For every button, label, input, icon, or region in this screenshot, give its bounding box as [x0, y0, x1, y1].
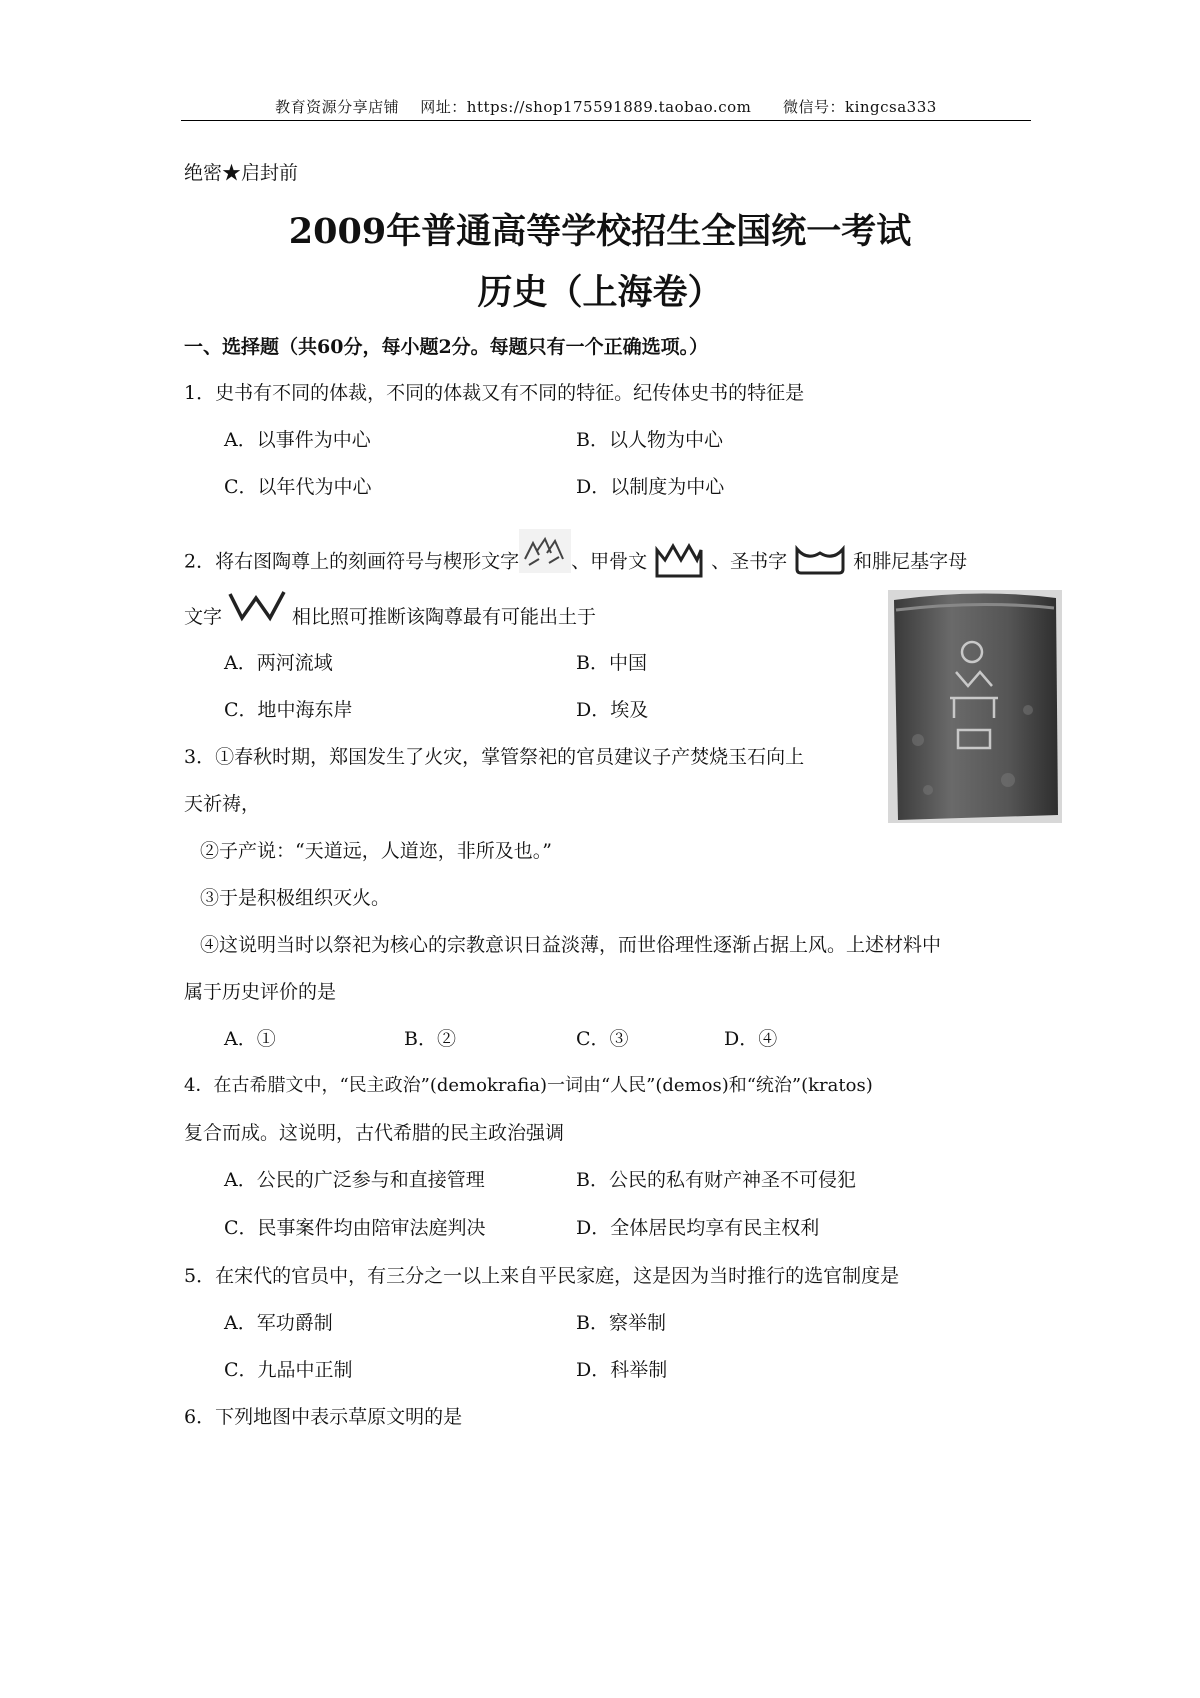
q2-text-4: 和腓尼基字母: [853, 550, 968, 573]
wechat-id: kingcsa333: [844, 98, 937, 116]
q2-text-3: 、圣书字: [711, 550, 788, 573]
q2-stem-line2: [184, 602, 596, 629]
q3-line6: 属于历史评价的是: [184, 981, 337, 1003]
shop-name: 教育资源分享店铺: [275, 98, 400, 116]
q6-stem: 6．下列地图中表示草原文明的是: [184, 1406, 463, 1428]
q1-option-d: D．以制度为中心: [576, 476, 725, 498]
q4-option-c: C．民事案件均由陪审法庭判决: [224, 1217, 486, 1239]
q2-text-1: 2．将右图陶尊上的刻画符号与楔形文字: [184, 550, 520, 573]
q1-option-b: B．以人物为中心: [576, 429, 723, 451]
q3-option-c: C．③: [576, 1028, 629, 1050]
wechat-label: 微信号：: [782, 98, 845, 116]
q2-option-a: A．两河流域: [224, 652, 333, 674]
q3-line5: ④这说明当时以祭祀为核心的宗教意识日益淡薄，而世俗理性逐渐占据上风。上述材料中: [200, 934, 942, 956]
site-label: 网址：: [420, 98, 467, 116]
q2-text-5: 文字: [184, 606, 223, 628]
q1-option-c: C．以年代为中心: [224, 476, 372, 498]
q5-option-c: C．九品中正制: [224, 1359, 353, 1381]
header-divider: [181, 120, 1031, 121]
q4-line1: 4．在古希腊文中，“民主政治”(demokrafia)一词由“人民”(demos)和“统治”(kratos): [184, 1075, 873, 1096]
page-header: [181, 96, 1031, 117]
q3-line3: ②子产说：“天道远，人道迩，非所及也。”: [200, 840, 552, 862]
q5-option-d: D．科举制: [576, 1359, 668, 1381]
q2-stem-line1: [184, 540, 967, 585]
q2-text-2: 、甲骨文: [571, 550, 648, 573]
q2-text-6: 相比照可推断该陶尊最有可能出土于: [292, 606, 597, 628]
q1-option-a: A．以事件为中心: [224, 429, 371, 451]
q5-option-a: A．军功爵制: [224, 1312, 333, 1334]
q2-option-d: D．埃及: [576, 699, 649, 721]
site-url[interactable]: https://shop175591889.taobao.com: [466, 98, 752, 116]
hieroglyph-glyph-icon: [791, 543, 849, 582]
exam-title: 2009年普通高等学校招生全国统一考试: [288, 211, 912, 252]
oracle-bone-glyph-icon: [651, 540, 707, 585]
q3-line1: 3．①春秋时期，郑国发生了火灾，掌管祭祀的官员建议子产焚烧玉石向上: [184, 746, 805, 768]
q2-option-b: B．中国: [576, 652, 647, 674]
q1-stem: 1．史书有不同的体裁，不同的体裁又有不同的特征。纪传体史书的特征是: [184, 382, 805, 404]
cuneiform-glyph-icon: [519, 529, 571, 578]
q3-option-d: D．④: [724, 1028, 778, 1050]
pottery-vessel-image: [888, 590, 1062, 823]
q3-line4: ③于是积极组织灭火。: [200, 887, 391, 909]
phoenician-glyph-icon: [226, 588, 288, 629]
q3-option-a: A．①: [224, 1028, 276, 1050]
q4-line2: 复合而成。这说明，古代希腊的民主政治强调: [184, 1122, 565, 1144]
q4-option-b: B．公民的私有财产神圣不可侵犯: [576, 1169, 856, 1191]
q3-line2: 天祈祷，: [184, 793, 261, 815]
q5-option-b: B．察举制: [576, 1312, 666, 1334]
q4-option-a: A．公民的广泛参与和直接管理: [224, 1169, 485, 1191]
exam-subtitle: 历史（上海卷）: [477, 272, 723, 313]
q3-option-b: B．②: [404, 1028, 456, 1050]
section-heading: 一、选择题（共60分，每小题2分。每题只有一个正确选项。）: [184, 336, 709, 358]
q2-option-c: C．地中海东岸: [224, 699, 353, 721]
secret-mark: 绝密★启封前: [184, 162, 299, 184]
q5-stem: 5．在宋代的官员中，有三分之一以上来自平民家庭，这是因为当时推行的选官制度是: [184, 1265, 900, 1287]
q4-option-d: D．全体居民均享有民主权利: [576, 1217, 820, 1239]
